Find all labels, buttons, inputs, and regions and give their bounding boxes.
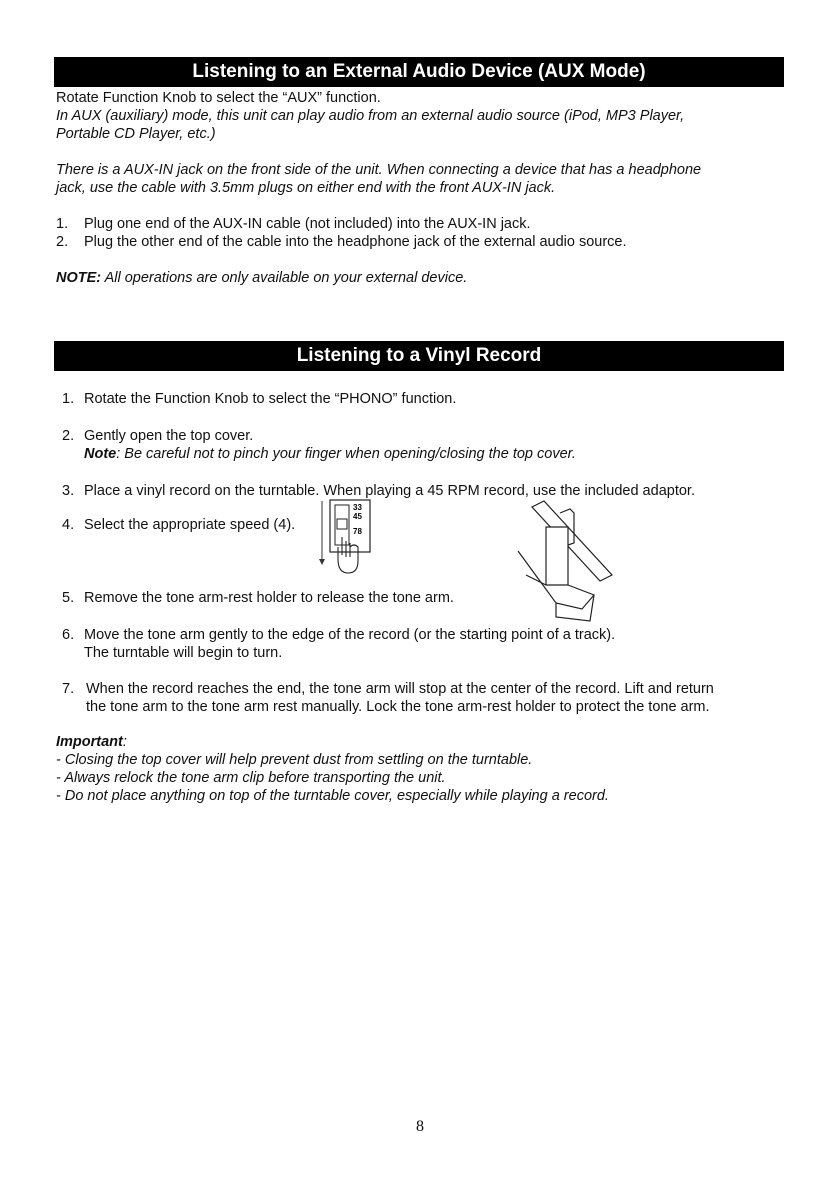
vinyl-step-3-number: 3.: [62, 483, 75, 499]
vinyl-step-2-number: 2.: [62, 428, 75, 444]
tone-arm-icon: [532, 501, 612, 581]
aux-select-instruction: Rotate Function Knob to select the “AUX” function.: [56, 90, 381, 106]
arm-rest-post-icon: [546, 527, 568, 585]
vinyl-step-2-note: [84, 445, 576, 463]
vinyl-step-6-number: 6.: [62, 627, 75, 643]
aux-jack-line1: There is a AUX-IN jack on the front side of the unit. When connecting a device that has a headphone: [56, 162, 702, 178]
aux-note: [56, 269, 467, 287]
speed-label-33: 33: [353, 503, 362, 512]
vinyl-step-1-text: Rotate the Function Knob to select the “PHONO” function.: [84, 391, 457, 407]
aux-step-2-text: Plug the other end of the cable into the headphone jack of the external audio source.: [84, 234, 627, 250]
aux-step-1-number: 1.: [56, 216, 69, 232]
aux-step-2-number: 2.: [56, 234, 69, 250]
important-colon: :: [122, 734, 127, 750]
vinyl-step-7-line1: When the record reaches the end, the tone arm will stop at the center of the record. Lift and return: [86, 681, 714, 697]
aux-note-text: All operations are only available on your external device.: [101, 270, 468, 286]
speed-switch-knob-icon: [337, 519, 347, 529]
important-heading: [56, 733, 127, 751]
vinyl-section-heading: Listening to a Vinyl Record: [54, 341, 784, 371]
vinyl-step-4-text: Select the appropriate speed (4).: [84, 517, 296, 533]
important-item-1: - Closing the top cover will help prevent dust from settling on the turntable.: [56, 752, 533, 768]
speed-arrow-icon: [319, 559, 325, 565]
vinyl-step-5-number: 5.: [62, 590, 75, 606]
aux-section-heading: Listening to an External Audio Device (AUX Mode): [54, 57, 784, 87]
speed-label-45: 45: [353, 512, 362, 521]
tone-arm-rest-illustration: [512, 499, 618, 623]
vinyl-step-2-text: Gently open the top cover.: [84, 428, 254, 444]
vinyl-step-6-line2: The turntable will begin to turn.: [84, 645, 283, 661]
aux-intro-line1: In AUX (auxiliary) mode, this unit can play audio from an external audio source (iPod, MP3 Player,: [56, 108, 685, 124]
important-label: Important: [56, 734, 123, 750]
aux-note-label: NOTE:: [56, 270, 102, 286]
speed-selector-illustration: [316, 497, 388, 577]
vinyl-step-7-number: 7.: [62, 681, 75, 697]
vinyl-step-3-text: Place a vinyl record on the turntable. When playing a 45 RPM record, use the included adaptor.: [84, 483, 695, 499]
vinyl-step-6-line1: Move the tone arm gently to the edge of the record (or the starting point of a track).: [84, 627, 616, 643]
aux-step-1-text: Plug one end of the AUX-IN cable (not included) into the AUX-IN jack.: [84, 216, 531, 232]
speed-label-78: 78: [353, 527, 362, 536]
important-item-3: - Do not place anything on top of the turntable cover, especially while playing a record.: [56, 788, 609, 804]
aux-intro-line2: Portable CD Player, etc.): [56, 126, 216, 142]
page-number: 8: [416, 1118, 424, 1135]
vinyl-step-7-line2: the tone arm to the tone arm rest manually. Lock the tone arm-rest holder to protect the tone arm.: [86, 699, 710, 715]
vinyl-step-4-number: 4.: [62, 517, 75, 533]
important-item-2: - Always relock the tone arm clip before transporting the unit.: [56, 770, 446, 786]
aux-jack-line2: jack, use the cable with 3.5mm plugs on either end with the front AUX-IN jack.: [56, 180, 556, 196]
vinyl-step-2-note-text: : Be careful not to pinch your finger when opening/closing the top cover.: [116, 446, 576, 462]
vinyl-step-5-text: Remove the tone arm-rest holder to release the tone arm.: [84, 590, 454, 606]
vinyl-step-2-note-label: Note: [84, 446, 117, 462]
vinyl-step-1-number: 1.: [62, 391, 75, 407]
